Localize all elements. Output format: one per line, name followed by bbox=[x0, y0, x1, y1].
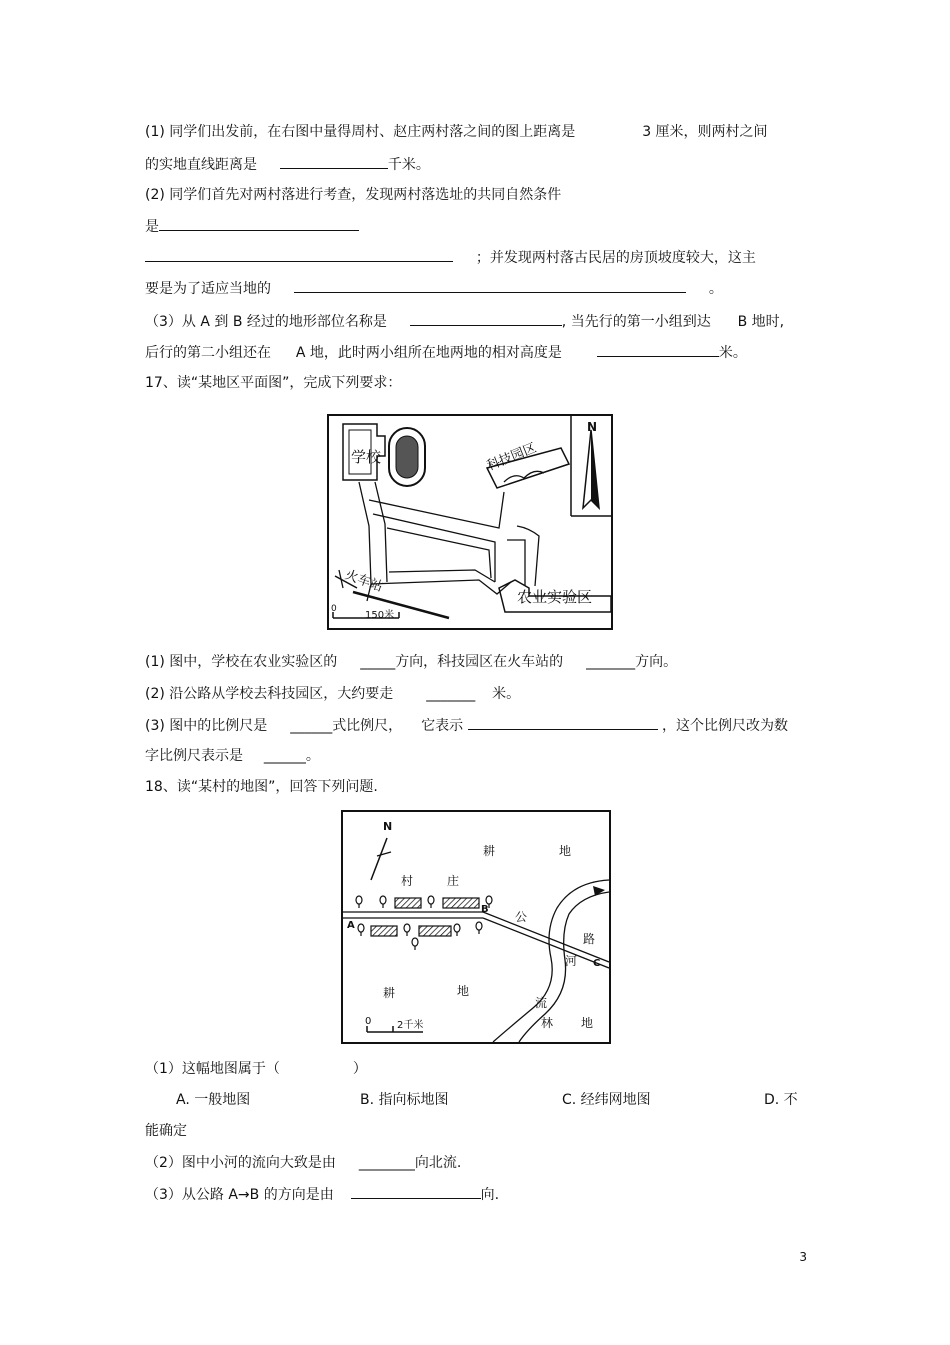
answer-blank[interactable] bbox=[145, 247, 453, 262]
q18-p3-a: （3）从公路 A→B 的方向是由 bbox=[145, 1187, 334, 1203]
answer-blank[interactable] bbox=[294, 278, 686, 293]
q16-line-5 bbox=[145, 247, 756, 268]
answer-blank[interactable] bbox=[159, 216, 359, 231]
q17-line-1 bbox=[145, 652, 677, 672]
river-label-1: 河 bbox=[565, 954, 578, 968]
school-label: 学校 bbox=[351, 448, 382, 466]
village-map bbox=[341, 810, 611, 1044]
q16-line-1 bbox=[145, 122, 768, 142]
q16-p3-f: 米。 bbox=[718, 345, 747, 361]
option-a[interactable]: A. 一般地图 bbox=[176, 1092, 251, 1108]
q17-p3-b: ______式比例尺， bbox=[290, 718, 403, 734]
q16-line-3 bbox=[145, 185, 561, 205]
farmland-a-label-1: 耕 bbox=[483, 844, 496, 858]
q18-line-3 bbox=[145, 1184, 499, 1205]
q17-p3-e: 字比例尺表示是 bbox=[145, 748, 243, 764]
q17-title: 17、读“某地区平面图”，完成下列要求： bbox=[145, 375, 402, 391]
forest-label-1: 林 bbox=[541, 1016, 554, 1030]
q16-line-7 bbox=[145, 311, 784, 332]
village-label-1: 村 bbox=[401, 874, 414, 888]
q16-p3-c: B 地时, bbox=[737, 314, 785, 330]
q16-line-2 bbox=[145, 154, 430, 175]
answer-blank[interactable] bbox=[351, 1184, 481, 1199]
q18-title: 18、读“某村的地图”，回答下列问题. bbox=[145, 779, 378, 795]
option-b[interactable]: B. 指向标地图 bbox=[360, 1092, 449, 1108]
answer-blank[interactable] bbox=[410, 311, 562, 326]
farmland-b-label-2: 地 bbox=[457, 984, 470, 998]
q16-p2-a: (2) 同学们首先对两村落进行考查，发现两村落选址的共同自然条件 bbox=[145, 187, 562, 203]
tech-park-label: 科技园区 bbox=[484, 440, 539, 475]
q17-p1-b: _____方向，科技园区在火车站的 bbox=[360, 654, 564, 670]
q16-p1-b: 3 厘米，则两村之间 bbox=[642, 124, 768, 140]
north-arrow-icon bbox=[371, 838, 387, 880]
q16-line-6 bbox=[145, 278, 723, 299]
q17-p1-a: (1) 图中，学校在农业实验区的 bbox=[145, 654, 338, 670]
q18-p2-a: （2）图中小河的流向大致是由 bbox=[145, 1155, 336, 1171]
scale-zero: 0 bbox=[331, 604, 337, 614]
option-c[interactable]: C. 经纬网地图 bbox=[562, 1092, 651, 1108]
answer-blank[interactable] bbox=[280, 154, 388, 169]
q16-p2-b: 是 bbox=[145, 219, 159, 235]
q16-p1-d: 千米。 bbox=[387, 157, 430, 173]
q17-p2-a: (2) 沿公路从学校去科技园区，大约要走 bbox=[145, 686, 394, 702]
page-number: 3 bbox=[799, 1250, 807, 1264]
q16-p3-d: 后行的第二小组还在 bbox=[145, 345, 271, 361]
q16-p1-a: (1) 同学们出发前，在右图中量得周村、赵庄两村落之间的图上距离是 bbox=[145, 124, 576, 140]
q16-p3-b: , 当先行的第一小组到达 bbox=[561, 314, 711, 330]
q17-p2-b: _______ bbox=[426, 686, 476, 702]
q17-p3-a: (3) 图中的比例尺是 bbox=[145, 718, 268, 734]
q16-p2-d: 要是为了适应当地的 bbox=[145, 281, 271, 297]
agri-zone-label: 农业实验区 bbox=[517, 588, 593, 606]
regional-plan-map bbox=[327, 414, 613, 630]
scale-value: 150米 bbox=[365, 610, 395, 621]
q18-p1-a: （1）这幅地图属于（ bbox=[145, 1061, 280, 1077]
q17-p2-c: 米。 bbox=[492, 686, 521, 702]
q18-option-d-continued: 能确定 bbox=[145, 1123, 187, 1139]
road-label-1: 公 bbox=[515, 910, 528, 924]
q17-line-4 bbox=[145, 746, 320, 766]
option-d[interactable]: D. 不 bbox=[764, 1092, 798, 1108]
point-a-label: A bbox=[347, 920, 355, 931]
q17-p3-f: ______。 bbox=[263, 748, 320, 764]
q16-p1-c: 的实地直线距离是 bbox=[145, 157, 257, 173]
river-label-2: 流 bbox=[535, 996, 548, 1010]
scale-zero: 0 bbox=[365, 1016, 372, 1027]
q17-line-3 bbox=[145, 715, 788, 736]
north-label: N bbox=[587, 420, 598, 434]
road-label-2: 路 bbox=[583, 932, 596, 946]
q16-p3-a: （3）从 A 到 B 经过的地形部位名称是 bbox=[145, 314, 387, 330]
q18-p2-b: ________向北流. bbox=[358, 1155, 462, 1171]
q18-p1-b: ） bbox=[352, 1061, 367, 1077]
q16-p3-e: A 地，此时两小组所在地两地的相对高度是 bbox=[295, 345, 562, 361]
answer-blank[interactable] bbox=[597, 342, 719, 357]
q17-line-2 bbox=[145, 684, 520, 704]
answer-blank[interactable] bbox=[468, 715, 658, 730]
q16-line-8 bbox=[145, 342, 747, 363]
q18-p3-b: 向. bbox=[480, 1187, 500, 1203]
point-c-label: C bbox=[593, 958, 601, 969]
q16-p2-e: 。 bbox=[708, 281, 723, 297]
north-label: N bbox=[383, 820, 393, 833]
q16-p2-c: ；并发现两村落古民居的房顶坡度较大，这主 bbox=[475, 250, 756, 266]
scale-value: 2千米 bbox=[397, 1020, 424, 1031]
q18-line-1 bbox=[145, 1059, 367, 1079]
village-label-2: 庄 bbox=[447, 874, 460, 888]
farmland-b-label-1: 耕 bbox=[383, 986, 396, 1000]
farmland-a-label-2: 地 bbox=[559, 844, 572, 858]
q16-line-4 bbox=[145, 216, 359, 237]
q17-p3-c: 它表示 bbox=[421, 718, 464, 734]
q18-line-2 bbox=[145, 1153, 461, 1173]
q17-p3-d: ，这个比例尺改为数 bbox=[662, 718, 788, 734]
q17-p1-c: _______方向。 bbox=[586, 654, 678, 670]
forest-label-2: 地 bbox=[581, 1016, 594, 1030]
point-b-label: B bbox=[481, 904, 489, 915]
train-station-label: 火车站 bbox=[342, 567, 385, 596]
